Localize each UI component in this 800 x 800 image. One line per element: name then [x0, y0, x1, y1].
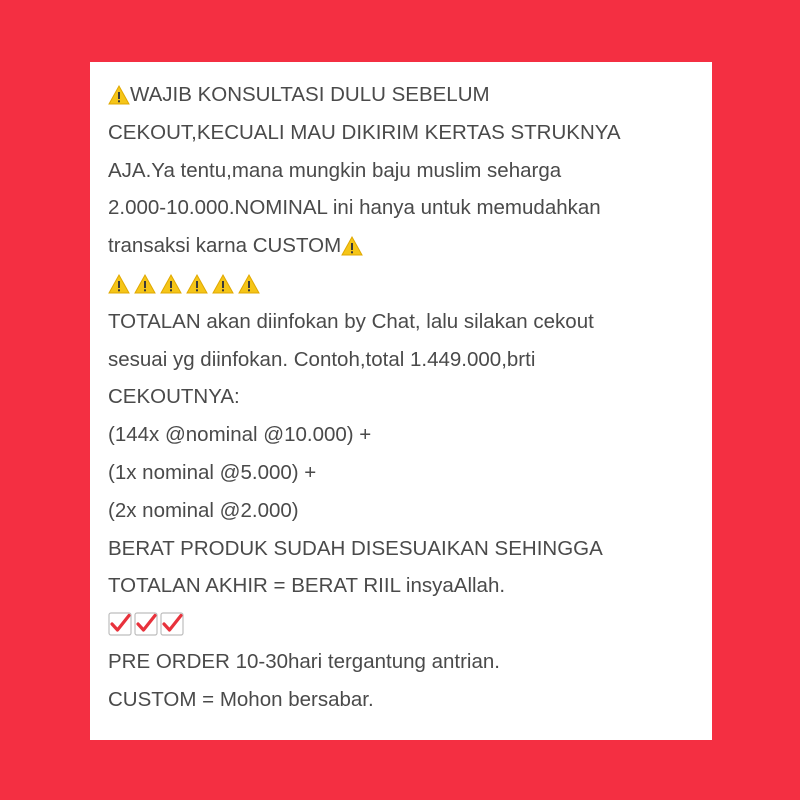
- notice-line-12: [108, 530, 712, 568]
- notice-text: CEKOUTNYA:: [108, 385, 240, 409]
- notice-text: AJA.Ya tentu,mana mungkin baju muslim seharga: [108, 158, 562, 182]
- notice-text: 2.000-10.000.NOMINAL ini hanya untuk memudahkan: [108, 196, 601, 220]
- notice-text: TOTALAN AKHIR = BERAT RIIL insyaAllah.: [108, 574, 506, 598]
- notice-text: CUSTOM = Mohon bersabar.: [108, 687, 374, 711]
- warning-icon: [238, 273, 260, 295]
- notice-line-14: [108, 643, 712, 681]
- warning-icons-row: [108, 265, 712, 303]
- notice-line-8: [108, 378, 712, 416]
- notice-line-10: [108, 454, 712, 492]
- notice-text: BERAT PRODUK SUDAH DISESUAIKAN SEHINGGA: [108, 536, 603, 560]
- warning-icon: [134, 273, 156, 295]
- notice-line-3: [108, 152, 712, 190]
- check-mark-icon: [160, 612, 184, 636]
- notice-card: [90, 62, 712, 740]
- notice-line-6: [108, 303, 712, 341]
- check-mark-icon: [108, 612, 132, 636]
- check-mark-icon: [134, 612, 158, 636]
- notice-line-11: [108, 492, 712, 530]
- notice-line-4: [108, 189, 712, 227]
- notice-line-13: [108, 567, 712, 605]
- notice-text: (144x @nominal @10.000) +: [108, 423, 372, 447]
- notice-line-1: [108, 76, 712, 114]
- notice-text: CEKOUT,KECUALI MAU DIKIRIM KERTAS STRUKNYA: [108, 120, 621, 144]
- notice-line-2: [108, 114, 712, 152]
- notice-text: (2x nominal @2.000): [108, 498, 299, 522]
- notice-text: transaksi karna CUSTOM: [108, 234, 342, 258]
- notice-line-7: [108, 341, 712, 379]
- warning-icon: [341, 235, 363, 257]
- warning-icon: [186, 273, 208, 295]
- notice-text: PRE ORDER 10-30hari tergantung antrian.: [108, 649, 500, 673]
- notice-line-15: [108, 681, 712, 719]
- notice-text: (1x nominal @5.000) +: [108, 460, 317, 484]
- warning-icon: [108, 273, 130, 295]
- notice-text: sesuai yg diinfokan. Contoh,total 1.449.000,brti: [108, 347, 536, 371]
- check-icons-row: [108, 605, 712, 643]
- notice-text: WAJIB KONSULTASI DULU SEBELUM: [130, 83, 490, 106]
- warning-icon: [160, 273, 182, 295]
- notice-line-5: [108, 227, 712, 265]
- notice-text: TOTALAN akan diinfokan by Chat, lalu silakan cekout: [108, 309, 594, 333]
- notice-line-9: [108, 416, 712, 454]
- warning-icon: [212, 273, 234, 295]
- warning-icon: [108, 84, 130, 106]
